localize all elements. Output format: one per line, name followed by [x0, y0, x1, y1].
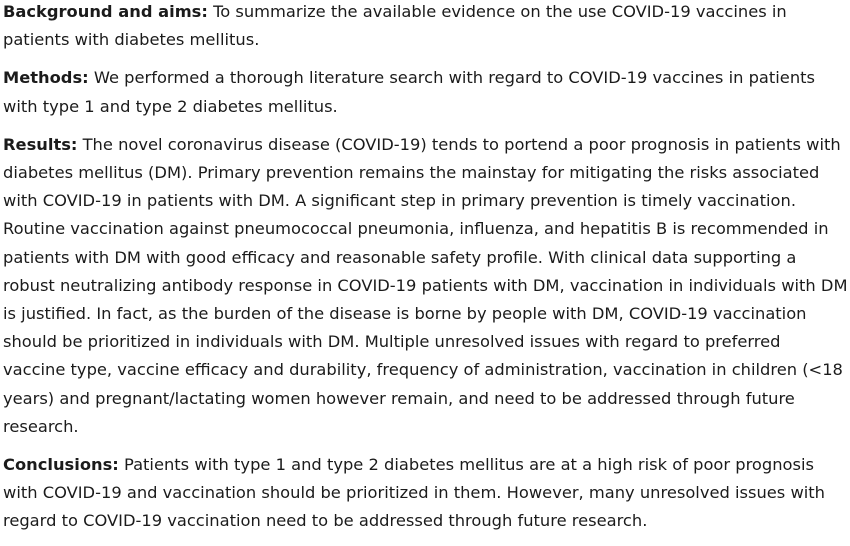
methods-section: [3, 64, 848, 120]
background-heading: Background and aims:: [3, 2, 208, 21]
results-section: [3, 131, 848, 441]
methods-text: We performed a thorough literature search with regard to COVID-19 vaccines in patients with type 1 and type 2 diabetes mellitus.: [3, 68, 816, 116]
results-text: The novel coronavirus disease (COVID-19) tends to portend a poor prognosis in patients with diabetes mellitus (DM). Primary prevention remains the mainstay for mitigating the risks associated with COVID-19 in patients with DM. A significant step in primary prevention is timely vaccination. Routine vaccination against pneumococcal pneumonia, influenza, and hepatitis B is recommended in patients with DM with good efficacy and reasonable safety profile. With clinical data supporting a robust neutralizing antibody response in COVID-19 patients with DM, vaccination in individuals with DM is justified. In fact, as the burden of the disease is borne by people with DM, COVID-19 vaccination should be prioritized in individuals with DM. Multiple unresolved issues with regard to preferred vaccine type, vaccine efficacy and durability, frequency of administration, vaccination in children (<18 years) and pregnant/lactating women however remain, and need to be addressed through future research.: [3, 134, 848, 436]
results-heading: Results:: [3, 134, 78, 154]
conclusions-heading: Conclusions:: [3, 455, 119, 475]
background-text: To summarize the available evidence on the use COVID-19 vaccines in patients with diabetes mellitus.: [3, 2, 787, 50]
conclusions-text: Patients with type 1 and type 2 diabetes mellitus are at a high risk of poor prognosis with COVID-19 and vaccination should be prioritized in them. However, many unresolved issues with regard to COVID-19 vaccination need to be addressed through future research.: [3, 455, 826, 531]
background-section: [3, 0, 848, 54]
conclusions-section: [3, 451, 848, 536]
methods-heading: Methods:: [3, 68, 89, 88]
